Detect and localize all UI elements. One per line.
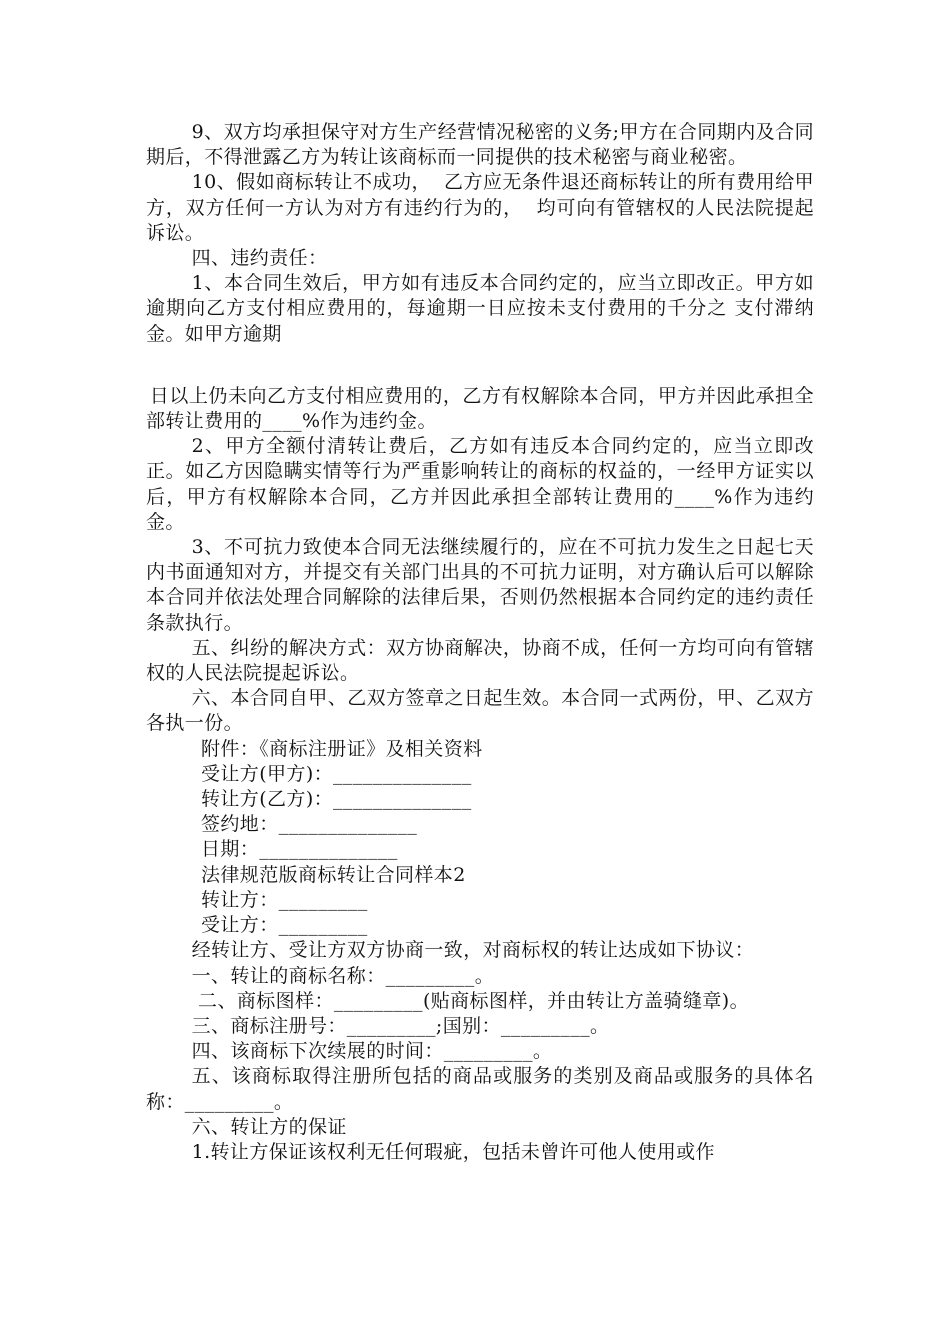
- document-page: [146, 120, 814, 1165]
- item-1-trademark-name: 一、转让的商标名称：_________。: [191, 964, 495, 987]
- agreement-intro: 经转让方、受让方双方协商一致，对商标权的转让达成如下协议：: [191, 939, 755, 962]
- page-gap: [146, 347, 814, 384]
- item-3-registration-number: 三、商标注册号：_________;国别：_________。: [191, 1014, 610, 1037]
- date-line: 日期：______________: [201, 838, 398, 861]
- breach-clause-2: 2、甲方全额付清转让费后，乙方如有违反本合同约定的，应当立即改正。如乙方因隐瞒实情等行为严重影响转让的商标的权益的，一经甲方证实以后，甲方有权解除本合同，乙方并因此承担全部转让费用的____%作为违约金。: [146, 435, 814, 533]
- assignee-line: 受让方：_________: [201, 914, 368, 937]
- item-5-goods-services: 五、该商标取得注册所包括的商品或服务的类别及商品或服务的具体名称：_________。: [146, 1065, 814, 1113]
- breach-clause-3: 3、不可抗力致使本合同无法继续履行的，应在不可抗力发生之日起七天内书面通知对方，并提交有关部门出具的不可抗力证明，对方确认后可以解除本合同并依法处理合同解除的法律后果，否则仍然根据本合同约定的违约责任条款执行。: [146, 536, 814, 634]
- section-heading-breach: 四、违约责任：: [191, 247, 328, 270]
- item-4-renewal-time: 四、该商标下次续展的时间：_________。: [191, 1040, 553, 1063]
- item-6-assignor-guarantee: 六、转让方的保证: [191, 1115, 347, 1138]
- item-2-trademark-sample: 二、商标图样：_________(贴商标图样，并由转让方盖骑缝章)。: [191, 989, 749, 1012]
- dispute-resolution: 五、纠纷的解决方式：双方协商解决，协商不成，任何一方均可向有管辖权的人民法院提起诉讼。: [146, 636, 814, 685]
- signing-place-line: 签约地：______________: [201, 813, 418, 836]
- guarantee-clause-1: 1.转让方保证该权利无任何瑕疵，包括未曾许可他人使用或作: [191, 1140, 715, 1163]
- breach-clause-1-continued: 日以上仍未向乙方支付相应费用的，乙方有权解除本合同，甲方并因此承担全部转让费用的____%作为违约金。: [146, 384, 814, 433]
- clause-9: 9、双方均承担保守对方生产经营情况秘密的义务;甲方在合同期内及合同期后，不得泄露乙方为转让该商标而一同提供的技术秘密与商业秘密。: [146, 121, 814, 169]
- clause-10: 10、假如商标转让不成功， 乙方应无条件退还商标转让的所有费用给甲方，双方任何一方认为对方有违约行为的， 均可向有管辖权的人民法院提起诉讼。: [146, 171, 814, 244]
- assignor-signature-line: 转让方(乙方)：______________: [201, 788, 472, 811]
- breach-clause-1: 1、本合同生效后，甲方如有违反本合同约定的，应当立即改正。甲方如逾期向乙方支付相应费用的，每逾期一日应按未支付费用的千分之 支付滞纳金。如甲方逾期: [146, 272, 814, 345]
- attachment-line: 附件：《商标注册证》及相关资料: [201, 737, 483, 760]
- assignee-signature-line: 受让方(甲方)：______________: [201, 762, 472, 785]
- sample-2-title: 法律规范版商标转让合同样本2: [201, 863, 466, 886]
- effectiveness-clause: 六、本合同自甲、乙双方签章之日起生效。本合同一式两份，甲、乙双方各执一份。: [146, 687, 814, 735]
- assignor-line: 转让方：_________: [201, 888, 368, 911]
